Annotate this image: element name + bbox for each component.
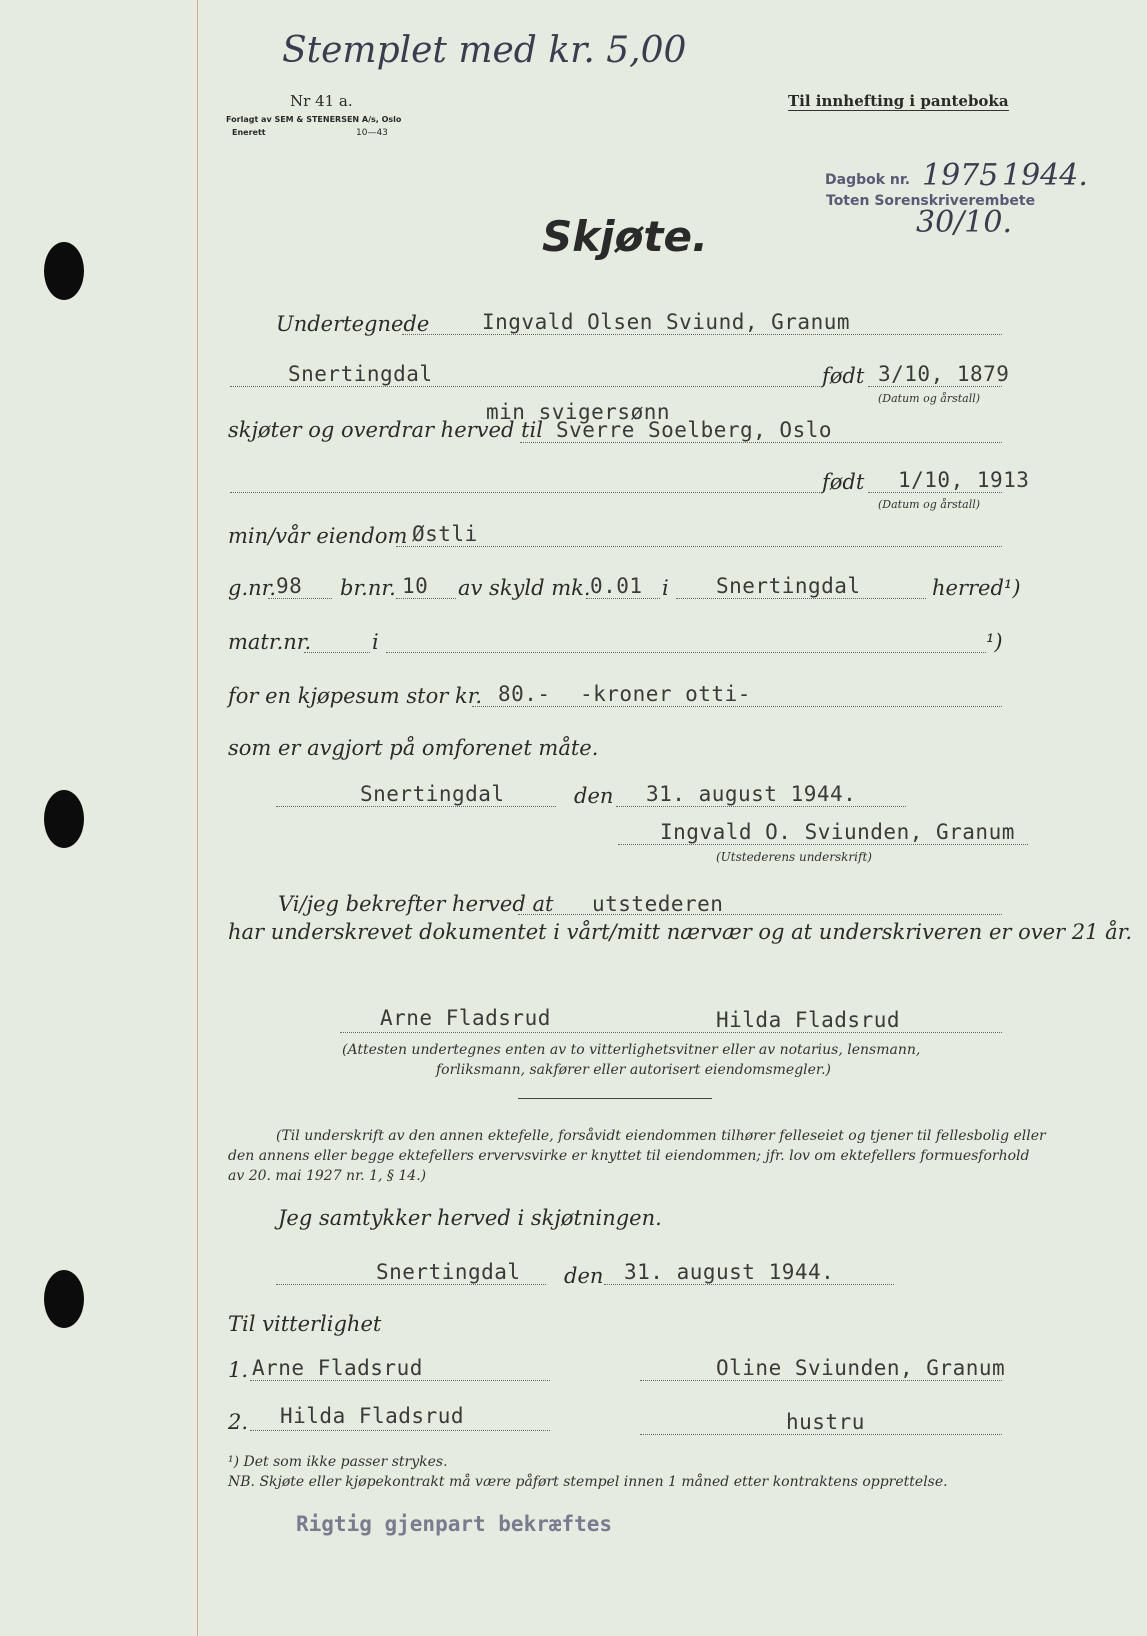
price-settled: som er avgjort på omforenet måte. xyxy=(228,736,599,760)
spouse-role: hustru xyxy=(786,1410,865,1434)
dotted-line xyxy=(276,1284,546,1285)
witness-number-1: 1. xyxy=(228,1358,249,1382)
publisher-rights: Enerett xyxy=(232,128,266,137)
seller-name: Ingvald Olsen Sviund, Granum xyxy=(482,310,851,334)
dotted-line xyxy=(518,914,1002,915)
herred-value: Snertingdal xyxy=(716,574,861,598)
dotted-line xyxy=(472,706,1002,707)
dagbok-date: 30/10. xyxy=(916,205,1012,240)
price-label: for en kjøpesum stor kr. xyxy=(228,684,483,708)
seller-place: Snertingdal xyxy=(288,362,433,386)
consent-text: Jeg samtykker herved i skjøtningen. xyxy=(278,1206,662,1230)
dotted-line xyxy=(340,1032,1002,1033)
punch-hole xyxy=(44,242,84,300)
dotted-line xyxy=(868,386,1002,387)
seller-born-label: født xyxy=(822,364,865,388)
attest-value: utstederen xyxy=(592,892,724,916)
herred-label: herred¹) xyxy=(932,576,1021,600)
dagbok-label: Dagbok nr. xyxy=(825,172,911,188)
buyer-relation: min svigersønn xyxy=(486,400,671,424)
seller-born-date: 3/10, 1879 xyxy=(878,362,1010,386)
seller-date-hint: (Datum og årstall) xyxy=(878,392,981,405)
gnr-label: g.nr. xyxy=(228,576,277,600)
spouse-note-3: av 20. mai 1927 nr. 1, § 14.) xyxy=(228,1168,427,1184)
margin-line xyxy=(197,0,198,1636)
signing-date: 31. august 1944. xyxy=(646,782,857,806)
seller-label: Undertegnede xyxy=(276,312,430,336)
dotted-line xyxy=(520,442,1002,443)
consent-witness-2: Hilda Fladsrud xyxy=(280,1404,465,1428)
dotted-line xyxy=(402,334,1002,335)
dotted-line xyxy=(586,598,660,599)
price-words: -kroner otti- xyxy=(580,682,751,706)
publisher-code: 10—43 xyxy=(356,128,388,138)
consent-den: den xyxy=(564,1264,604,1288)
buyer-date-hint: (Datum og årstall) xyxy=(878,498,981,511)
attest-note-2: forliksmann, sakfører eller autorisert eiendomsmegler.) xyxy=(436,1062,831,1078)
consent-date: 31. august 1944. xyxy=(624,1260,835,1284)
dotted-line xyxy=(230,386,820,387)
dotted-line xyxy=(868,492,1002,493)
binding-note: Til innhefting i panteboka xyxy=(788,92,1009,110)
publisher-line: Forlagt av SEM & STENERSEN A/s, Oslo xyxy=(226,115,402,124)
skyld-label: av skyld mk. xyxy=(458,576,591,600)
spouse-signature: Oline Sviunden, Granum xyxy=(716,1356,1006,1380)
property-label: min/vår eiendom xyxy=(228,524,408,548)
dotted-line xyxy=(640,1434,1002,1435)
brnr-value: 10 xyxy=(402,574,429,598)
dotted-line xyxy=(640,1380,1002,1381)
consent-place: Snertingdal xyxy=(376,1260,521,1284)
dotted-line xyxy=(304,652,370,653)
i-label: i xyxy=(662,576,669,600)
dotted-line xyxy=(616,806,906,807)
dotted-line xyxy=(386,652,986,653)
dotted-line xyxy=(618,844,1028,845)
buyer-born-date: 1/10, 1913 xyxy=(898,468,1030,492)
dotted-line xyxy=(396,598,456,599)
property-name: Østli xyxy=(412,522,478,546)
dotted-line xyxy=(250,1430,550,1431)
spouse-note-1: (Til underskrift av den annen ektefelle, forsåvidt eiendommen tilhører felleseiet og tjener til fellesbolig eller xyxy=(276,1128,1046,1144)
attest-label: Vi/jeg bekrefter herved at xyxy=(278,892,554,916)
gnr-value: 98 xyxy=(276,574,303,598)
spouse-note-2: den annens eller begge ektefellers ervervsvirke er knyttet til eiendommen; jfr. lov om ektefellers formuesforhold xyxy=(228,1148,1030,1164)
office-stamp: Toten Sorenskriverembete xyxy=(826,193,1036,209)
witness-label: Til vitterlighet xyxy=(228,1312,382,1336)
matr-suffix: ¹) xyxy=(986,630,1003,654)
dotted-line xyxy=(230,492,820,493)
signature-hint: (Utstederens underskrift) xyxy=(716,850,872,864)
buyer-born-label: født xyxy=(822,470,865,494)
dotted-line xyxy=(276,806,556,807)
dotted-line xyxy=(396,546,1002,547)
buyer-name: Sverre Soelberg, Oslo xyxy=(556,418,833,442)
attest-note-1: (Attesten undertegnes enten av to vitterlighetsvitner eller av notarius, lensmann, xyxy=(342,1042,921,1058)
transfer-label: skjøter og overdrar herved til xyxy=(228,418,543,442)
witness-1-signature: Arne Fladsrud xyxy=(380,1006,551,1030)
dotted-line xyxy=(604,1284,894,1285)
certified-copy-stamp: Rigtig gjenpart bekræftes xyxy=(296,1512,613,1536)
dotted-line xyxy=(250,1380,550,1381)
price-amount: 80.- xyxy=(498,682,551,706)
attest-statement: har underskrevet dokumentet i vårt/mitt nærvær og at underskriveren er over 21 år. xyxy=(228,920,1133,944)
matr-label: matr.nr. xyxy=(228,630,312,654)
dotted-line xyxy=(676,598,926,599)
dagbok-year: 1944. xyxy=(1002,158,1088,193)
punch-hole xyxy=(44,790,84,848)
punch-hole xyxy=(44,1270,84,1328)
signing-den: den xyxy=(574,784,614,808)
dotted-line xyxy=(268,598,332,599)
form-number: Nr 41 a. xyxy=(290,92,353,110)
stamp-fee-note: Stemplet med kr. 5,00 xyxy=(282,30,687,71)
dagbok-number: 1975 xyxy=(922,158,999,193)
matr-i-label: i xyxy=(372,630,379,654)
footnote: ¹) Det som ikke passer strykes. xyxy=(228,1454,448,1470)
nb-note: NB. Skjøte eller kjøpekontrakt må være påført stempel innen 1 måned etter kontraktens opprettelse. xyxy=(228,1474,948,1490)
signing-place: Snertingdal xyxy=(360,782,505,806)
seller-signature: Ingvald O. Sviunden, Granum xyxy=(660,820,1015,844)
divider xyxy=(518,1098,712,1099)
skyld-value: 0.01 xyxy=(590,574,643,598)
witness-2-signature: Hilda Fladsrud xyxy=(716,1008,901,1032)
consent-witness-1: Arne Fladsrud xyxy=(252,1356,423,1380)
brnr-label: br.nr. xyxy=(340,576,396,600)
witness-number-2: 2. xyxy=(228,1410,249,1434)
document-title: Skjøte. xyxy=(542,212,708,261)
